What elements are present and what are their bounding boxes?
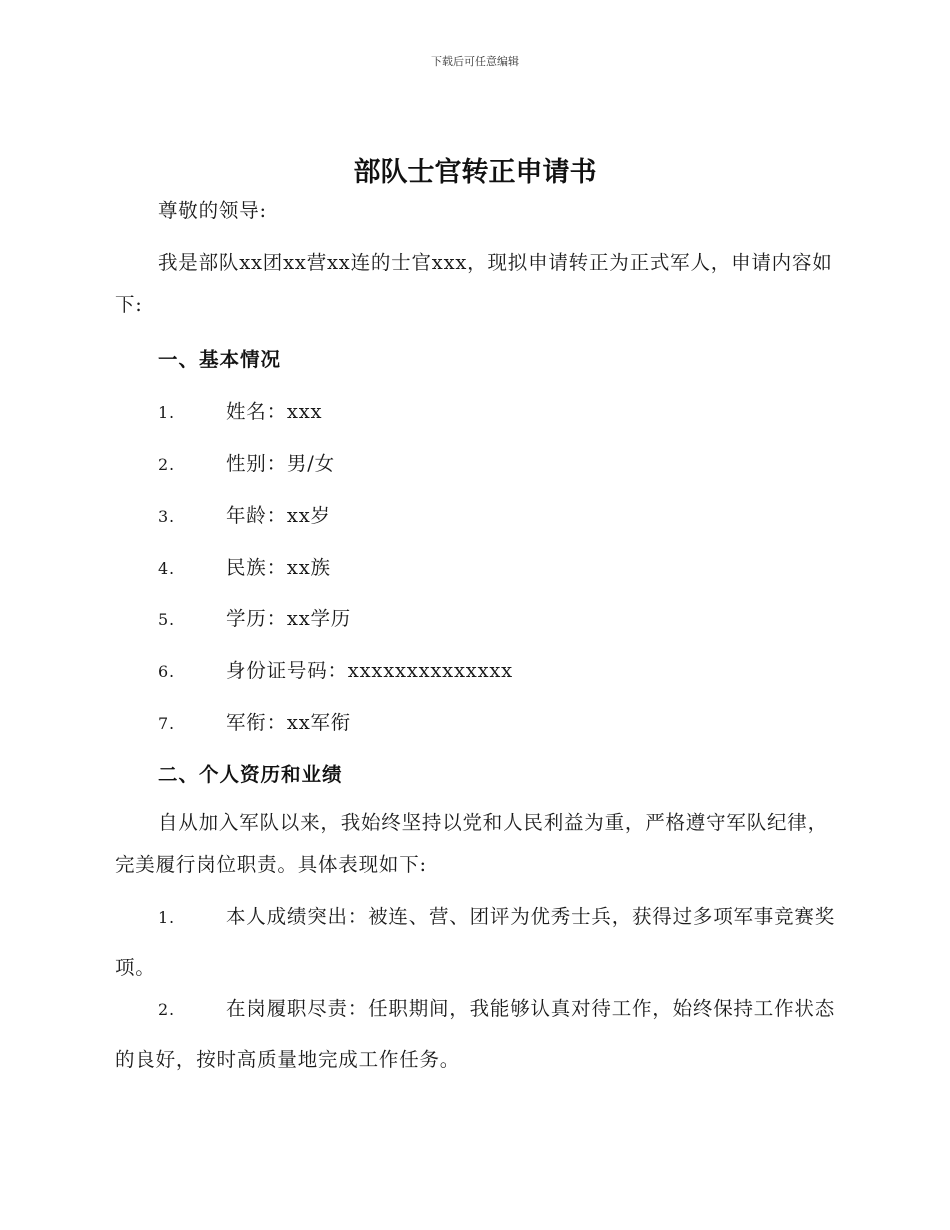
intro-paragraph: 我是部队xx团xx营xx连的士官xxx，现拟申请转正为正式军人，申请内容如下: — [115, 251, 833, 316]
salutation: 尊敬的领导: — [158, 199, 267, 222]
list-item-text: 军衔：xx军衔 — [226, 711, 352, 734]
list-item-text: 本人成绩突出：被连、营、团评为优秀士兵，获得过多项军事竞赛奖项。 — [115, 905, 836, 979]
list-item-number: 5. — [158, 610, 175, 629]
document-title: 部队士官转正申请书 — [353, 157, 597, 188]
list-item — [158, 396, 322, 424]
list-item — [158, 448, 335, 476]
list-item-text: 在岗履职尽责：任职期间，我能够认真对待工作，始终保持工作状态的良好，按时高质量地完成工作任务。 — [115, 997, 836, 1071]
list-item-text: 民族：xx族 — [226, 556, 331, 579]
list-item — [115, 984, 835, 1085]
list-item-number: 1. — [158, 403, 175, 422]
list-item-number: 3. — [158, 507, 175, 526]
list-item-text: 年龄：xx岁 — [226, 504, 331, 527]
section-heading-basic-info: 一、基本情况 — [158, 348, 282, 371]
section-heading-record: 二、个人资历和业绩 — [158, 763, 343, 786]
list-item — [158, 500, 331, 528]
list-item-text: 性别：男/女 — [226, 452, 335, 475]
list-item-number: 7. — [158, 714, 175, 733]
list-item-number: 6. — [158, 662, 175, 681]
list-item — [158, 707, 351, 735]
list-item-number: 4. — [158, 559, 175, 578]
page-header-note: 下载后可任意编辑 — [431, 55, 519, 68]
list-item-number: 2. — [158, 455, 175, 474]
list-item-number: 1. — [158, 908, 175, 927]
record-paragraph: 自从加入军队以来，我始终坚持以党和人民利益为重，严格遵守军队纪律，完美履行岗位职责。具体表现如下: — [115, 811, 828, 876]
list-item-text: 身份证号码：xxxxxxxxxxxxxx — [226, 659, 513, 682]
list-item-number: 2. — [158, 1000, 175, 1019]
list-item — [115, 892, 835, 993]
list-item — [158, 552, 331, 580]
list-item — [158, 655, 513, 683]
list-item — [158, 603, 351, 631]
list-item-text: 姓名：xxx — [226, 400, 323, 423]
list-item-text: 学历：xx学历 — [226, 607, 352, 630]
